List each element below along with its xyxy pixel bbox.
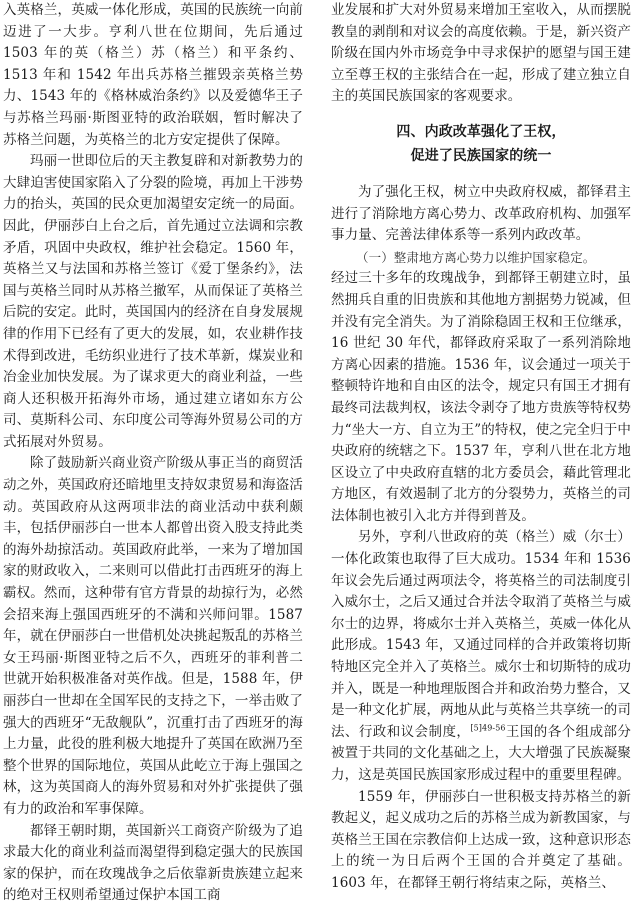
paragraph-text: 另外，亨利八世政府的英（格兰）威（尔士）一体化政策也取得了巨大成功。1534 年和 1536 年议会先后通过两项法令，将英格兰的司法制度引入威尔士，之后又通过合并法令取消了英格兰与威尔士的边界，将威尔士并入英格兰，英威一体化从此形成。1543 年，又通过同样的合并政策将切斯特地区完全并入了英格兰。威尔士和切斯特的成功并入，既是一种地理版图合并和政治势力整合，又是一种文化扩展，两地从此与英格兰共享统一的司法、行政和议会制度， [331, 529, 631, 740]
paragraph: 为了强化王权，树立中央政府权威，都铎君主进行了消除地方离心势力、改革政府机构、加强军事力量、完善法律体系等一系列内政改革。 [331, 183, 631, 244]
right-column [331, 0, 631, 895]
paragraph [331, 527, 631, 786]
left-column [3, 0, 303, 907]
section-heading-line: 促进了民族国家的统一 [410, 147, 552, 164]
paragraph: 1559 年，伊丽莎白一世积极支持苏格兰的新教起义，起义成功之后的苏格兰成为新教国家，与英格兰王国在宗教信仰上达成一致，这种意识形态上的统一为日后两个王国的合并奠定了基础。1603 年，在都铎王朝行将结束之际，英格兰、 [331, 788, 631, 891]
section-heading [331, 120, 631, 168]
citation: [5]49-56 [470, 723, 506, 733]
paragraph: 玛丽一世即位后的天主教复辟和对新教势力的大肆迫害使国家陷入了分裂的险境，再加上干涉势力的抬头，英国的民众更加渴望安定统一的局面。因此，伊丽莎白上台之后，首先通过立法调和宗教矛盾，巩固中央政权，维护社会稳定。1560 年，英格兰又与法国和苏格兰签订《爱丁堡条约》，法国与英格兰同时从苏格兰撤军，从而保证了英格兰后院的安定。此时，英国国内的经济在自身发展规律的作用下已经有了更大的发展，如，农业耕作技术得到改进，毛纺织业进行了技术革新，煤炭业和冶金业加快发展。为了谋求更大的商业利益，一些商人还积极开拓海外市场，通过建立诸如东方公司、莫斯科公司、东印度公司等海外贸易公司的方式拓展对外贸易。 [3, 153, 303, 450]
paragraph: 经过三十多年的玫瑰战争，到都铎王朝建立时，虽然拥兵自重的旧贵族和其他地方割据势力锐减，但并没有完全消失。为了消除稳固王权和王位继承，16 世纪 30 年代，都铎政府采取了一系列消除地方离心因素的措施。1536 年，议会通过一项关于整顿特许地和自由区的法令，规定只有国王才拥有最终司法裁判权，该法令剥夺了地方贵族等特权势力“坐大一方、自立为王”的特权，使之完全归于中央政府的统辖之下。1537 年，亨利八世在北方地区设立了中央政府直辖的北方委员会，藉此管理北方地区，有效遏制了北方的分裂势力，英格兰的司法体制也被引入北方并得到普及。 [331, 270, 631, 524]
paragraph: 都铎王朝时期，英国新兴工商资产阶级为了追求最大化的商业利益而渴望得到稳定强大的民族国家的保护，而在玫瑰战争之后依靠新贵族建立起来的绝对王权则希望通过保护本国工商 [3, 822, 303, 904]
paragraph-text: 王国的各个组成部分被置于共同的文化基础之上，大大增强了民族凝聚力，这是英国民族国家形成过程中的重要里程碑。 [331, 723, 632, 783]
section-heading-line: 四、内政改革强化了王权， [396, 123, 566, 140]
paragraph: 业发展和扩大对外贸易来增加王室收入，从而摆脱教皇的剥削和对议会的高度依赖。于是，新兴资产阶级在国内外市场竞争中寻求保护的愿望与国王建立至尊王权的主张结合在一起，形成了建立独立自主的英国民族国家的客观要求。 [331, 2, 631, 105]
paragraph: 除了鼓励新兴商业资产阶级从事正当的商贸活动之外，英国政府还暗地里支持奴隶贸易和海盗活动。英国政府从这两项非法的商业活动中获利颇丰，包括伊丽莎白一世本人都曾出资入股支持此类的海外劫掠活动。英国政府此举，一来为了增加国家的财政收入，二来则可以借此打击西班牙的海上霸权。然而，这种带有官方背景的劫掠行为，必然会招来海上强国西班牙的不满和兴师问罪。1587 年，就在伊丽莎白一世借机处决挑起叛乱的苏格兰女王玛丽·斯图亚特之后不久，西班牙的菲利普二世就开始积极准备对英作战。但是，1588 年，伊丽莎白一世却在全国军民的支持之下，一举击败了强大的西班牙“无敌舰队”，沉重打击了西班牙的海上力量，此役的胜利极大地提升了英国在欧洲乃至整个世界的国际地位，英国从此屹立于海上强国之林，这为英国商人的海外贸易和对外扩张提供了强有力的政治和军事保障。 [3, 455, 304, 817]
subheading: （一）整肃地方离心势力以维护国家稳定。 [356, 249, 596, 265]
paragraph: 入英格兰，英威一体化形成，英国的民族统一向前迈进了一大步。亨利八世在位期间，先后通过 1503 年的英（格兰）苏（格兰）和平条约、1513 年和 1542 年出兵苏格兰摧毁亲英格兰势力、1543 年的《格林威治条约》以及爱德华王子与苏格兰玛丽·斯图亚特的政治联姻，暂时解决了苏格兰问题，为英格兰的北方安定提供了保障。 [3, 2, 303, 148]
